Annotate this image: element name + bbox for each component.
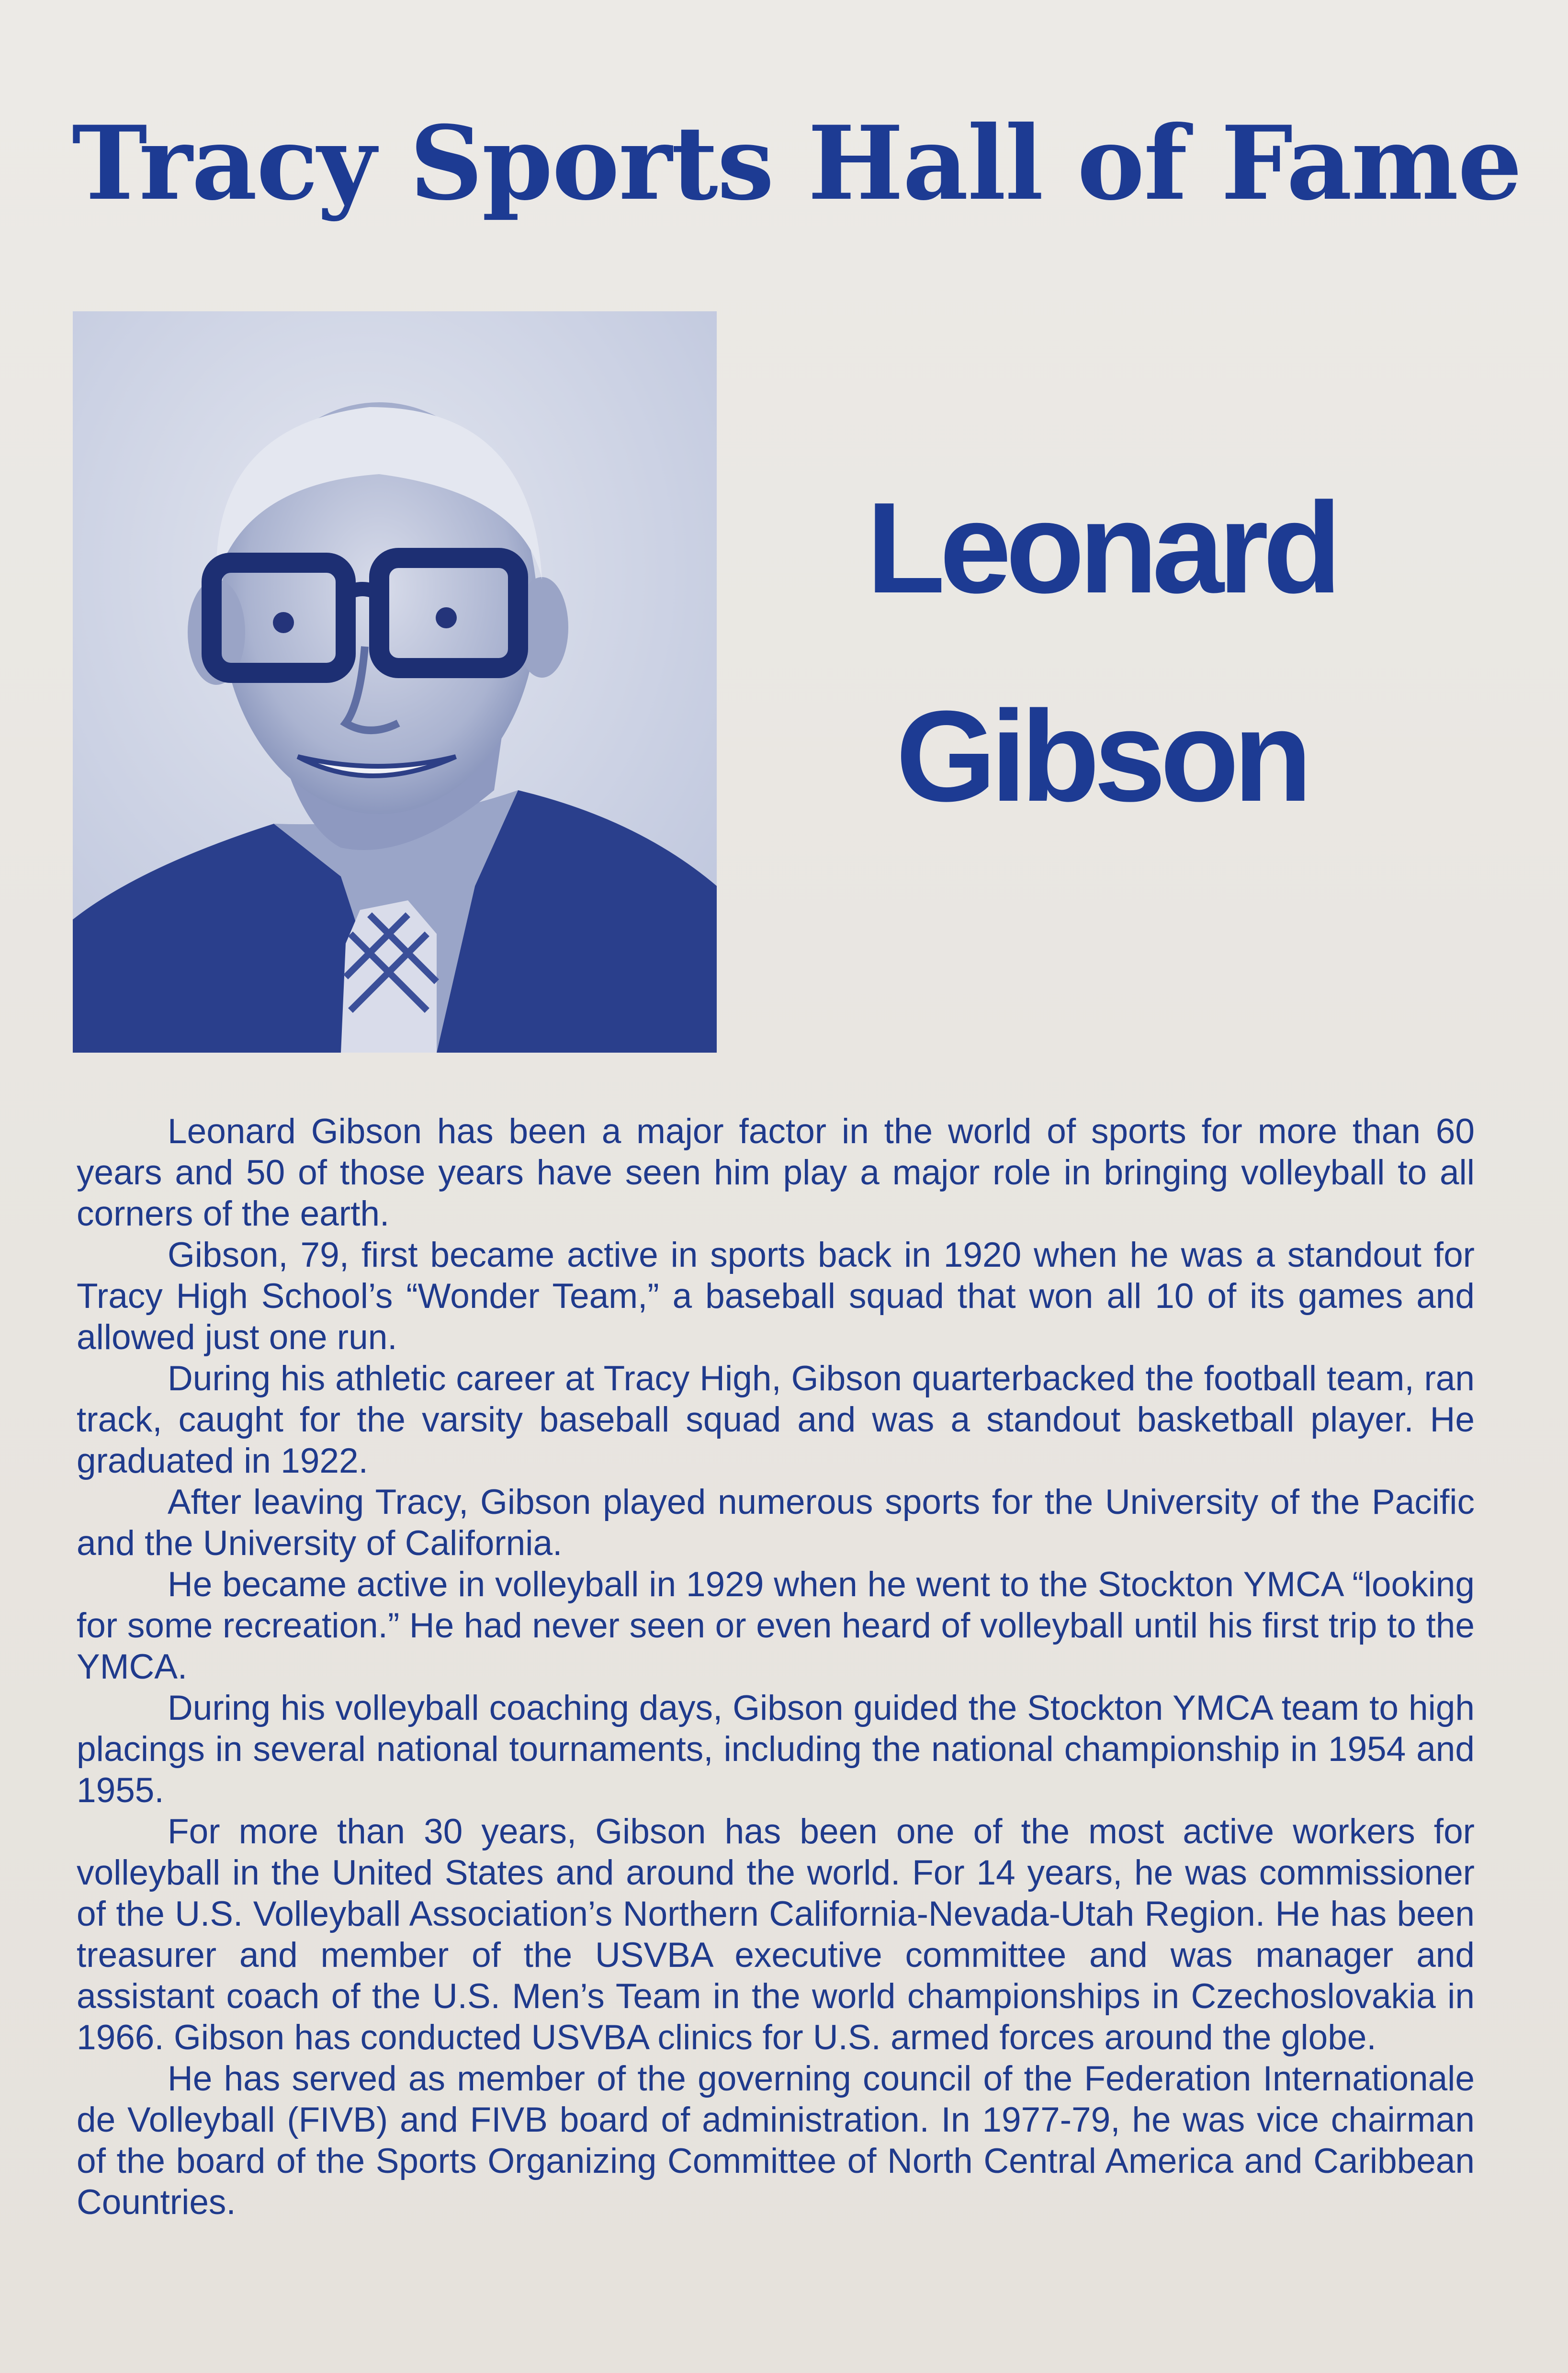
bio-paragraph: During his athletic career at Tracy High, Gibson quarterbacked the football team, ran track, caught for the varsity baseball squad and was a standout basketball player. He graduated in 1922. [77, 1359, 1475, 1480]
bio-paragraph: Leonard Gibson has been a major factor in the world of sports for more than 60 years and 50 of those years have seen him play a major role in bringing volleyball to all corners of the earth. [77, 1112, 1475, 1233]
bio-paragraph: Gibson, 79, first became active in sports back in 1920 when he was a standout for Tracy High School’s “Wonder Team,” a baseball squad that won all 10 of its games and allowed just one run. [77, 1236, 1475, 1357]
page-title: Tracy Sports Hall of Fame [72, 103, 1522, 223]
biography [77, 1111, 1475, 2223]
portrait-illustration [73, 311, 717, 1053]
bio-paragraph: He became active in volleyball in 1929 when he went to the Stockton YMCA “looking for some recreation.” He had never seen or even heard of volleyball until his first trip to the YMCA. [77, 1565, 1475, 1686]
bio-paragraph: He has served as member of the governing council of the Federation Internationale de Volleyball (FIVB) and FIVB board of administration. In 1977-79, he was vice chairman of the board of the Sports Organizing Committee of North Central America and Caribbean Countries. [77, 2059, 1475, 2222]
inductee-first-name: Leonard [866, 476, 1336, 620]
portrait-photo [73, 311, 717, 1053]
inductee-last-name: Gibson [896, 684, 1307, 829]
bio-paragraph: For more than 30 years, Gibson has been one of the most active workers for volleyball in the United States and around the world. For 14 years, he was commissioner of the U.S. Volleyball Association’s Northern California-Nevada-Utah Region. He has been treasurer and member of the USVBA executive committee and was manager and assistant coach of the U.S. Men’s Team in the world championships in Czechoslovakia in 1966. Gibson has conducted USVBA clinics for U.S. armed forces around the globe. [77, 1812, 1475, 2057]
bio-paragraph: After leaving Tracy, Gibson played numerous sports for the University of the Pacific and the University of California. [77, 1483, 1475, 1563]
bio-paragraph: During his volleyball coaching days, Gibson guided the Stockton YMCA team to high placings in several national tournaments, including the national championship in 1954 and 1955. [77, 1689, 1475, 1810]
